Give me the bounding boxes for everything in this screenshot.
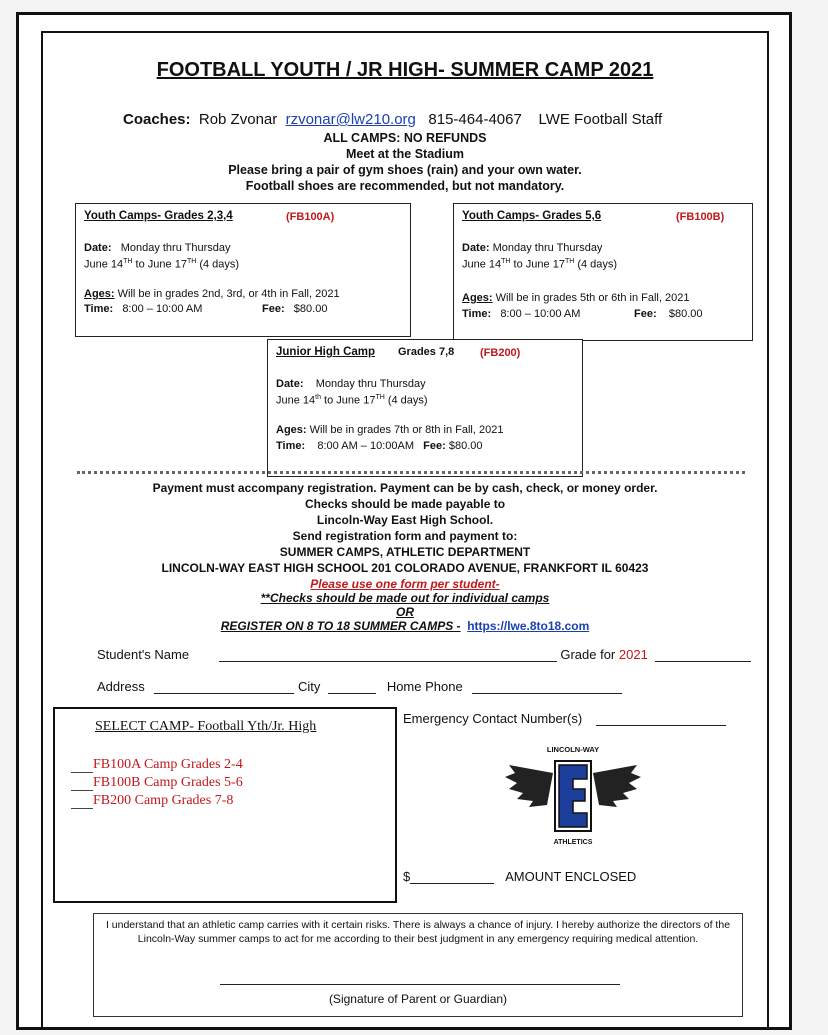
payment-line-3: Lincoln-Way East High School. bbox=[316, 513, 494, 527]
signature-label: (Signature of Parent or Guardian) bbox=[328, 992, 508, 1006]
page-title: FOOTBALL YOUTH / JR HIGH- SUMMER CAMP 2021 bbox=[156, 59, 654, 81]
amount-field[interactable] bbox=[410, 870, 494, 884]
register-text: REGISTER ON 8 TO 18 SUMMER CAMPS - bbox=[220, 619, 461, 633]
city-field[interactable] bbox=[328, 680, 376, 694]
one-form-note: Please use one form per student- bbox=[310, 577, 500, 591]
select-camp-title: SELECT CAMP- Football Yth/Jr. High bbox=[95, 719, 317, 734]
emergency-contact-field[interactable] bbox=[596, 712, 726, 726]
select-fb100a[interactable]: FB100A Camp Grades 2-4 bbox=[71, 757, 243, 773]
note-gym-shoes: Please bring a pair of gym shoes (rain) and your own water. bbox=[228, 163, 582, 177]
or-text: OR bbox=[396, 605, 414, 619]
student-name-field[interactable] bbox=[219, 648, 557, 662]
select-fb200[interactable]: FB200 Camp Grades 7-8 bbox=[71, 793, 233, 809]
emergency-row: Emergency Contact Number(s) bbox=[403, 711, 726, 726]
disclaimer-text: I understand that an athletic camp carries with it certain risks. There is always a chance of injury. I hereby authorize the directors of the Lincoln-Way summer camps to act for me according to their best judgment in any emergency requiring medical attention. bbox=[105, 919, 731, 945]
grade-field[interactable] bbox=[655, 648, 751, 662]
form-sheet bbox=[16, 12, 792, 1030]
address-row: Address City Home Phone bbox=[97, 679, 622, 694]
payment-line-2: Checks should be made payable to bbox=[304, 497, 506, 511]
coaches-line: Coaches: Rob Zvonar rzvonar@lw210.org 815-464-4067 LWE Football Staff bbox=[123, 111, 663, 128]
select-camp-box bbox=[53, 707, 397, 903]
camp-box-fb100b: Youth Camps- Grades 5,6 (FB100B) Date: Monday thru Thursday June 14TH to June 17TH (4 days) Ages: Will be in grades 5th or 6th in Fall, 2021 Time: 8:00 – 10:00 AM Fee: $80.00 bbox=[453, 203, 753, 341]
checks-note: **Checks should be made out for individual camps bbox=[260, 591, 550, 605]
cut-line bbox=[77, 471, 745, 474]
home-phone-field[interactable] bbox=[472, 680, 622, 694]
amount-row: $ AMOUNT ENCLOSED bbox=[403, 869, 637, 884]
lincoln-way-logo-graphic bbox=[503, 743, 643, 853]
lincoln-way-logo bbox=[503, 743, 643, 853]
register-link[interactable]: https://lwe.8to18.com bbox=[467, 619, 590, 633]
signature-line[interactable] bbox=[220, 984, 620, 985]
payment-line-6: LINCOLN-WAY EAST HIGH SCHOOL 201 COLORADO AVENUE, FRANKFORT IL 60423 bbox=[161, 561, 649, 575]
note-football-shoes: Football shoes are recommended, but not mandatory. bbox=[245, 179, 565, 193]
coach-email-link[interactable]: rzvonar@lw210.org bbox=[285, 111, 416, 128]
address-field[interactable] bbox=[154, 680, 294, 694]
form-border bbox=[41, 31, 769, 1027]
logo-top-text: LINCOLN-WAY bbox=[546, 745, 600, 754]
payment-line-4: Send registration form and payment to: bbox=[292, 529, 518, 543]
note-refunds: ALL CAMPS: NO REFUNDS bbox=[323, 131, 487, 145]
payment-line-1: Payment must accompany registration. Payment can be by cash, check, or money order. bbox=[152, 481, 658, 495]
camp-box-fb200: Junior High Camp Grades 7,8 (FB200) Date: Monday thru Thursday June 14th to June 17TH (4 days) Ages: Will be in grades 7th or 8th in Fall, 2021 Time: 8:00 AM – 10:00AM Fee: $80.00 bbox=[267, 339, 583, 477]
select-fb100b[interactable]: FB100B Camp Grades 5-6 bbox=[71, 775, 243, 791]
camp-box-fb100a: Youth Camps- Grades 2,3,4 (FB100A) Date: Monday thru Thursday June 14TH to June 17TH (4 days) Ages: Will be in grades 2nd, 3rd, or 4th in Fall, 2021 Time: 8:00 – 10:00 AM Fee: $80.00 bbox=[75, 203, 411, 337]
disclaimer-box bbox=[93, 913, 743, 1017]
payment-line-5: SUMMER CAMPS, ATHLETIC DEPARTMENT bbox=[279, 545, 531, 559]
logo-bottom-text: ATHLETICS bbox=[553, 839, 593, 846]
student-name-row: Student's Name Grade for 2021 bbox=[97, 647, 751, 662]
note-meet: Meet at the Stadium bbox=[345, 147, 465, 161]
